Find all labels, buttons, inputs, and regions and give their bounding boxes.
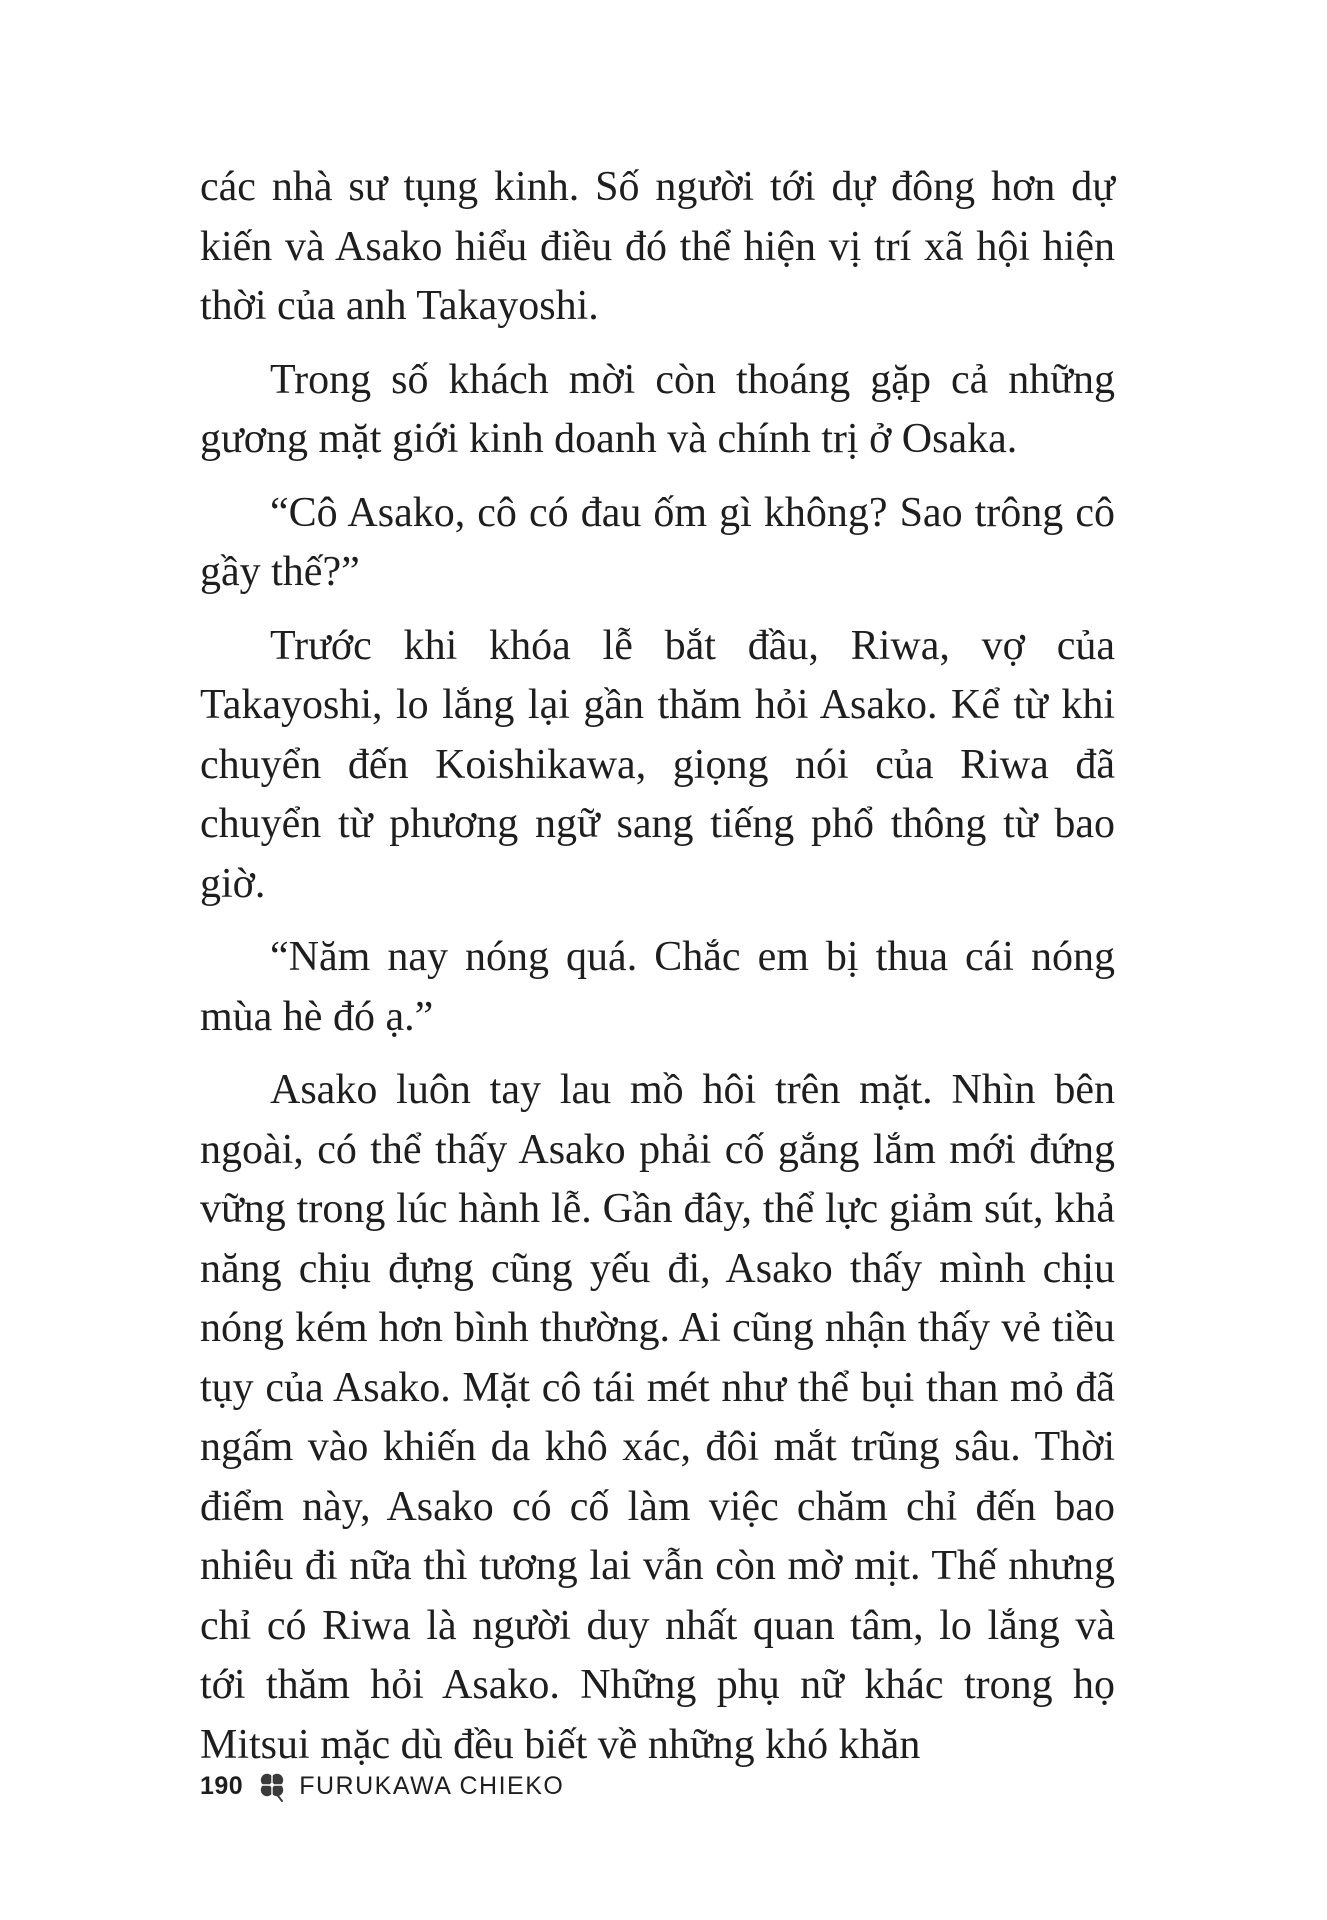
paragraph-dialogue: “Năm nay nóng quá. Chắc em bị thua cái nóng mùa hè đó ạ.”: [200, 934, 1115, 1040]
page-footer: [200, 1766, 564, 1806]
author-name: FURUKAWA CHIEKO: [299, 1771, 565, 1800]
paragraph-continued: các nhà sư tụng kinh. Số người tới dự đông hơn dự kiến và Asako hiểu điều đó thể hiện vị trí xã hội hiện thời của anh Takayoshi.: [200, 164, 1115, 329]
paragraph-dialogue: “Cô Asako, cô có đau ốm gì không? Sao trông cô gầy thế?”: [200, 489, 1115, 595]
paragraph: Trước khi khóa lễ bắt đầu, Riwa, vợ của Takayoshi, lo lắng lại gần thăm hỏi Asako. Kể từ khi chuyển đến Koishikawa, giọng nói của Riwa đã chuyển từ phương ngữ sang tiếng phổ thông từ bao giờ.: [200, 622, 1115, 907]
paragraph: Trong số khách mời còn thoáng gặp cả những gương mặt giới kinh doanh và chính trị ở Osaka.: [200, 356, 1115, 462]
paragraph: Asako luôn tay lau mồ hôi trên mặt. Nhìn bên ngoài, có thể thấy Asako phải cố gắng lắm mới đứng vững trong lúc hành lễ. Gần đây, thể lực giảm sút, khả năng chịu đựng cũng yếu đi, Asako thấy mình chịu nóng kém hơn bình thường. Ai cũng nhận thấy vẻ tiều tụy của Asako. Mặt cô tái mét như thể bụi than mỏ đã ngấm vào khiến da khô xác, đôi mắt trũng sâu. Thời điểm này, Asako có cố làm việc chăm chỉ đến bao nhiêu đi nữa thì tương lai vẫn còn mờ mịt. Thế nhưng chỉ có Riwa là người duy nhất quan tâm, lo lắng và tới thăm hỏi Asako. Những phụ nữ khác trong họ Mitsui mặc dù đều biết về những khó khăn: [200, 1067, 1115, 1768]
clover-icon: [255, 1769, 289, 1803]
page-number: 190: [200, 1771, 244, 1800]
body-text: [200, 158, 1115, 1789]
